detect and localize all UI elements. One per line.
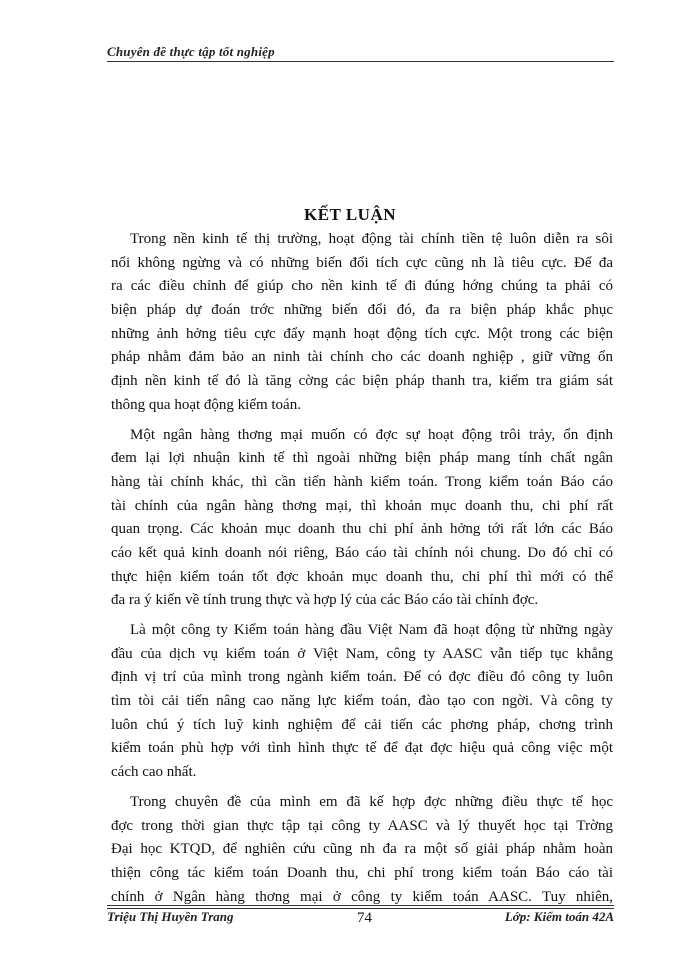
paragraph-line: tài chính của ngân hàng thơng mại, thì khoản mục doanh thu, chi phí rất	[111, 497, 613, 514]
paragraph-line: thông qua hoạt động kiểm toán.	[111, 396, 301, 413]
paragraph-line: biện pháp dự đoán trớc những biến đổi đó, đa ra biện pháp khắc phục	[111, 302, 613, 319]
footer-divider-top	[107, 905, 614, 906]
paragraph	[111, 791, 613, 909]
paragraph-line: quan trọng. Các khoản mục doanh thu chi phí ảnh hởng tới rất lớn các Báo	[111, 521, 613, 538]
paragraph-line: pháp nhằm đảm bảo an ninh tài chính cho các doanh nghiệp , giữ vững ổn	[111, 349, 613, 366]
paragraph-line: định vị trí của mình trong ngành kiểm toán. Để có đợc điều đó công ty luôn	[111, 669, 613, 686]
header-title: Chuyên đề thực tập tốt nghiệp	[107, 44, 275, 59]
paragraph-line: cách cao nhất.	[111, 764, 197, 781]
paragraph-line: Trong chuyên đề của mình em đã kế hợp đợc những điều thực tế học	[130, 793, 613, 810]
paragraph-line: nổi không ngừng và có những biến đổi tích cực cũng nh là tiêu cực. Để đa	[111, 254, 613, 271]
paragraph-line: những ảnh hởng tiêu cực đẩy mạnh hoạt động tích cực. Một trong các biện	[111, 325, 613, 342]
paragraph	[111, 228, 613, 418]
paragraph-line: hàng tài chính khác, thì cần tiến hành kiểm toán. Trong kiểm toán Báo cáo	[111, 473, 613, 490]
paragraph-line: luôn chú ý tích luỹ kinh nghiệm để cải tiến các phơng pháp, chơng trình	[111, 716, 613, 733]
paragraph-line: kiểm toán phù hợp với tình hình thực tế để đạt đợc hiệu quả công việc một	[111, 740, 613, 757]
paragraph-line: đem lại lợi nhuận kinh tế thì ngoài những biện pháp mang tính chất ngân	[111, 450, 613, 467]
paragraph-line: Là một công ty Kiểm toán hàng đầu Việt Nam đã hoạt động từ những ngày	[130, 622, 613, 638]
paragraph-line: tìm tòi cải tiến nâng cao năng lực kiểm toán, đào tạo con ngời. Và công ty	[111, 693, 613, 710]
page-number: 74	[357, 910, 372, 926]
paragraph-line: Đại học KTQD, để nghiên cứu cũng nh đa ra một số giải pháp nhằm hoàn	[111, 841, 613, 858]
paragraph-line: thiện công tác kiểm toán Doanh thu, chi phí trong kiểm toán Báo cáo tài	[111, 864, 613, 881]
document-heading: KẾT LUẬN	[303, 205, 396, 224]
paragraph-line: Trong nền kinh tế thị trường, hoạt động tài chính tiền tệ luôn diễn ra sôi	[130, 231, 613, 247]
footer-author: Triệu Thị Huyền Trang	[107, 909, 234, 924]
paragraph-line: đợc trong thời gian thực tập tại công ty AASC và lý thuyết học tại Trờng	[111, 817, 613, 834]
paragraph	[111, 619, 613, 785]
paragraph-line: cáo kết quả kinh doanh nói riêng, Báo cáo tài chính nói chung. Do đó chỉ có	[111, 544, 613, 561]
paragraph-line: Một ngân hàng thơng mại muốn có đợc sự hoạt động trôi trảy, ổn định	[130, 426, 613, 443]
footer-class-label: Lớp: Kiểm toán 42A	[504, 909, 614, 924]
paragraph-line: đầu của dịch vụ kiểm toán ở Việt Nam, công ty AASC vẫn tiếp tục khẳng	[111, 645, 613, 662]
document-body	[111, 228, 613, 915]
paragraph-line: ra các điều chỉnh để giúp cho nền kinh tế đi đúng hớng chúng ta phải có	[111, 278, 613, 295]
paragraph-line: định nền kinh tế đó là tăng cờng các biện pháp thanh tra, kiểm tra giám sát	[111, 373, 613, 390]
paragraph	[111, 424, 613, 614]
paragraph-line: thực hiện kiểm toán tốt đợc khoản mục doanh thu, chi phí thì mới có thể	[111, 568, 613, 585]
paragraph-line: chính ở Ngân hàng thơng mại ở công ty kiểm toán AASC. Tuy nhiên,	[111, 888, 613, 905]
paragraph-line: đa ra ý kiến về tính trung thực và hợp lý của các Báo cáo tài chính đợc.	[111, 592, 539, 609]
header-divider	[107, 61, 614, 62]
